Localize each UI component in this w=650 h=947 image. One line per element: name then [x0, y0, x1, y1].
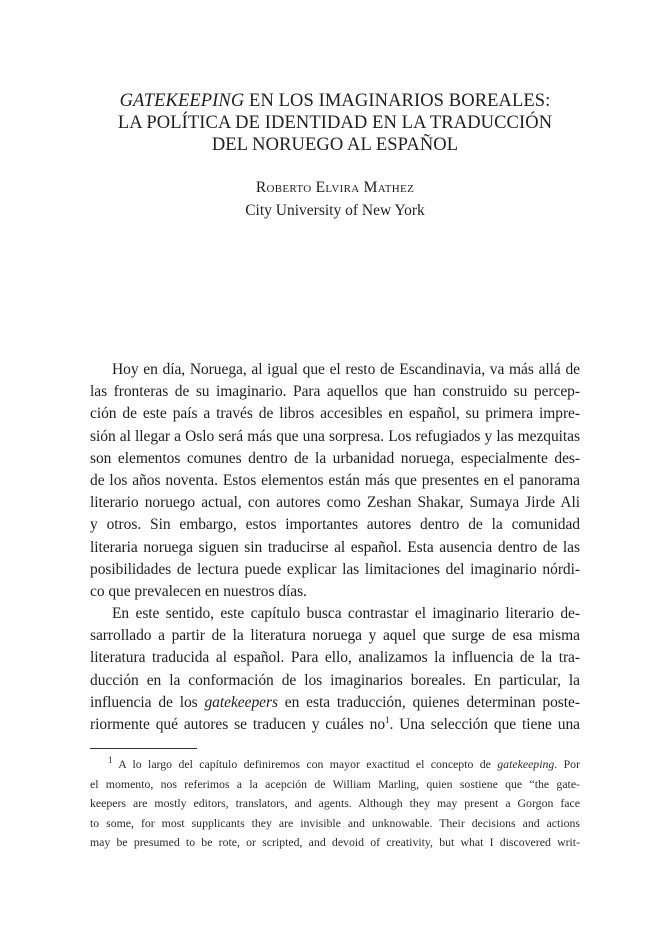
body-line: Hoy en día, Noruega, al igual que el resto de Escandinavia, va más allá de — [112, 361, 580, 378]
footnote-line: may be presumed to be rote, or scripted, and devoid of creativity, but what I discovered writ- — [90, 835, 580, 849]
body-line: riormente qué autores se traducen y cuáles $no^1$. Una selección que tiene una — [90, 714, 580, 733]
footnote-line: el momento, nos referimos a la acepción de William Marling, quien sostiene que “the gate- — [90, 776, 580, 791]
body-line: literaria noruega siguen sin traducirse al español. Esta ausencia dentro de las — [90, 538, 580, 556]
body-line: influencia de los gatekeepers en esta traducción, quienes determinan poste- — [90, 693, 580, 711]
body-line: son elementos comunes dentro de la urbanidad noruega, especialmente des- — [90, 449, 580, 467]
author-affiliation: City University of New York — [245, 202, 425, 219]
body-line: y otros. Sin embargo, estos importantes autores dentro de la comunidad — [90, 516, 580, 534]
body-line: En este sentido, este capítulo busca contrastar el imaginario literario de- — [112, 605, 580, 623]
title-italic-term: GATEKEEPING — [119, 91, 245, 111]
title-line-2: LA POLÍTICA DE IDENTIDAD EN LA TRADUCCIÓN — [117, 113, 553, 133]
body-line: ducción en la conformación de los imaginarios boreales. En particular, la — [90, 671, 580, 689]
italic-term-gatekeepers: gatekeepers — [204, 693, 278, 711]
footnote-line: to some, for most supplicants they are invisible and unknowable. Their decisions and actions — [90, 815, 580, 830]
body-line: literario noruego actual, con autores como Zeshan Shakar, Sumaya Jirde Ali — [90, 494, 580, 512]
body-line: ción de este país a través de libros accesibles en español, su primera impre- — [90, 405, 580, 423]
author-name: Roberto Elvira Mathez — [255, 179, 415, 196]
author-block — [80, 176, 590, 222]
footnote-separator — [90, 748, 197, 749]
title-line-1: GATEKEEPING EN LOS IMAGINARIOS BOREALES: — [119, 91, 551, 111]
body-line: co que prevalecen en nuestros días. — [90, 582, 307, 600]
footnote-reference[interactable]: 1 — [385, 714, 390, 725]
body-line: de los años noventa. Estos elementos están más que presentes en el panorama — [90, 471, 580, 489]
italic-term-gatekeeping: gatekeeping — [497, 757, 555, 771]
body-text — [90, 359, 580, 736]
body-line: sión al llegar a Oslo será más que una sorpresa. Los refugiados y las mezquitas — [90, 427, 580, 445]
body-line: las fronteras de su imaginario. Para aquellos que han construido su percep- — [90, 383, 580, 401]
title-line-3: DEL NORUEGO AL ESPAÑOL — [211, 135, 459, 155]
footnote-line: keepers are mostly editors, translators, and agents. Although they may present a Gorgon face — [90, 796, 580, 810]
footnote-marker: 1 — [108, 755, 113, 766]
chapter-title — [80, 90, 590, 156]
body-line: sarrollado a partir de la literatura noruega y aquel que surge de esa misma — [90, 627, 580, 645]
body-line: literatura traducida al español. Para ello, analizamos la influencia de la tra- — [90, 649, 580, 667]
footnote-line: $^1$ A lo largo del capítulo definiremos con mayor exactitud el concepto de gatekeeping. Por — [108, 755, 580, 771]
body-line: posibilidades de lectura puede explicar las limitaciones del imaginario nórdi- — [90, 560, 580, 578]
footnote — [90, 755, 580, 853]
